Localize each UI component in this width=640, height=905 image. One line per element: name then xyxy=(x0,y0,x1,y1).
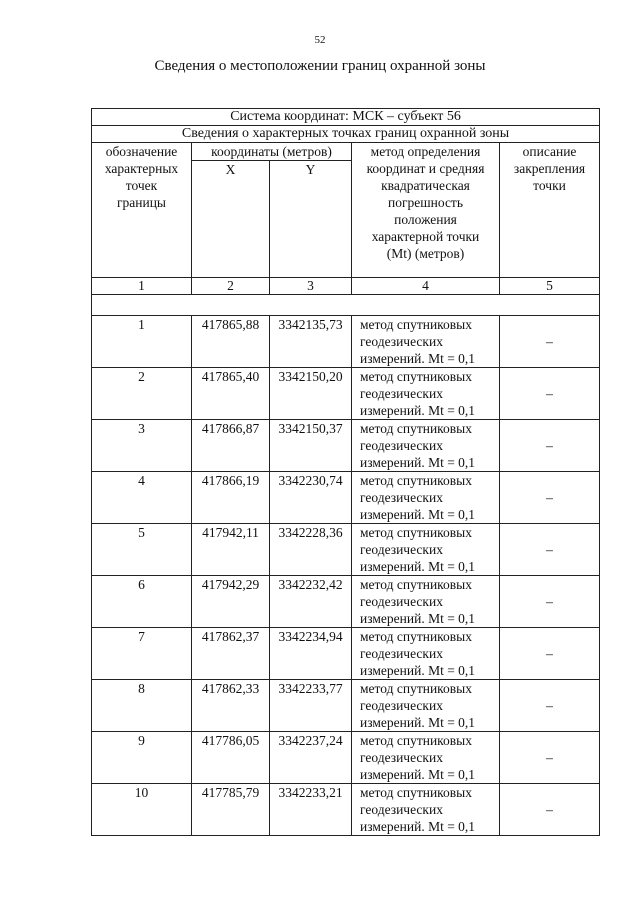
header-coordinates: координаты (метров) xyxy=(192,143,352,161)
description-cell: – xyxy=(500,472,600,524)
description-cell: – xyxy=(500,576,600,628)
table-row xyxy=(92,524,600,576)
coord-y: 3342234,94 xyxy=(270,628,352,680)
coord-system-label: Система координат: МСК – субъект 56 xyxy=(92,109,600,126)
table-row xyxy=(92,576,600,628)
coordinates-table xyxy=(91,108,600,836)
section-title: Сведения о характерных точках границ охранной зоны xyxy=(92,126,600,143)
table-row xyxy=(92,420,600,472)
coord-y: 3342237,24 xyxy=(270,732,352,784)
point-id: 9 xyxy=(92,732,192,784)
coord-y: 3342232,42 xyxy=(270,576,352,628)
coord-x: 417866,19 xyxy=(192,472,270,524)
coord-x: 417785,79 xyxy=(192,784,270,836)
method-cell: метод спутниковых геодезических измерений. Mt = 0,1 xyxy=(352,576,500,628)
coord-x: 417865,88 xyxy=(192,316,270,368)
column-number: 2 xyxy=(192,278,270,295)
spacer-row xyxy=(92,295,600,316)
point-id: 7 xyxy=(92,628,192,680)
coord-y: 3342150,20 xyxy=(270,368,352,420)
coord-y: 3342150,37 xyxy=(270,420,352,472)
point-id: 2 xyxy=(92,368,192,420)
coord-x: 417862,37 xyxy=(192,628,270,680)
header-designation: обозначение характерных точек границы xyxy=(92,143,192,278)
coord-y: 3342228,36 xyxy=(270,524,352,576)
point-id: 6 xyxy=(92,576,192,628)
point-id: 3 xyxy=(92,420,192,472)
spacer-cell xyxy=(92,295,600,316)
method-cell: метод спутниковых геодезических измерений. Mt = 0,1 xyxy=(352,628,500,680)
coord-x: 417786,05 xyxy=(192,732,270,784)
description-cell: – xyxy=(500,316,600,368)
column-number: 5 xyxy=(500,278,600,295)
coord-x: 417866,87 xyxy=(192,420,270,472)
point-id: 1 xyxy=(92,316,192,368)
coord-y: 3342230,74 xyxy=(270,472,352,524)
description-cell: – xyxy=(500,628,600,680)
header-y: Y xyxy=(270,161,352,278)
coord-x: 417942,29 xyxy=(192,576,270,628)
point-id: 4 xyxy=(92,472,192,524)
point-id: 5 xyxy=(92,524,192,576)
coord-x: 417865,40 xyxy=(192,368,270,420)
coord-y: 3342233,21 xyxy=(270,784,352,836)
method-cell: метод спутниковых геодезических измерений. Mt = 0,1 xyxy=(352,420,500,472)
table-row xyxy=(92,732,600,784)
method-cell: метод спутниковых геодезических измерений. Mt = 0,1 xyxy=(352,316,500,368)
method-cell: метод спутниковых геодезических измерений. Mt = 0,1 xyxy=(352,784,500,836)
point-id: 8 xyxy=(92,680,192,732)
description-cell: – xyxy=(500,420,600,472)
page-number: 52 xyxy=(314,34,326,46)
column-numbers-row xyxy=(92,278,600,295)
coord-y: 3342135,73 xyxy=(270,316,352,368)
column-number: 1 xyxy=(92,278,192,295)
table-row xyxy=(92,784,600,836)
description-cell: – xyxy=(500,732,600,784)
description-cell: – xyxy=(500,368,600,420)
description-cell: – xyxy=(500,524,600,576)
point-id: 10 xyxy=(92,784,192,836)
table-row xyxy=(92,472,600,524)
table-row xyxy=(92,368,600,420)
header-description: описание закрепления точки xyxy=(500,143,600,278)
column-number: 3 xyxy=(270,278,352,295)
coord-x: 417942,11 xyxy=(192,524,270,576)
table-row xyxy=(92,680,600,732)
method-cell: метод спутниковых геодезических измерений. Mt = 0,1 xyxy=(352,732,500,784)
method-cell: метод спутниковых геодезических измерений. Mt = 0,1 xyxy=(352,524,500,576)
column-number: 4 xyxy=(352,278,500,295)
coord-y: 3342233,77 xyxy=(270,680,352,732)
method-cell: метод спутниковых геодезических измерений. Mt = 0,1 xyxy=(352,680,500,732)
header-row xyxy=(92,143,600,161)
section-title-row xyxy=(92,126,600,143)
table-row xyxy=(92,628,600,680)
description-cell: – xyxy=(500,784,600,836)
header-x: X xyxy=(192,161,270,278)
method-cell: метод спутниковых геодезических измерений. Mt = 0,1 xyxy=(352,368,500,420)
method-cell: метод спутниковых геодезических измерений. Mt = 0,1 xyxy=(352,472,500,524)
table-row xyxy=(92,316,600,368)
header-method: метод определения координат и средняя квадратическая погрешность положения характерной точки (Mt) (метров) xyxy=(352,143,500,278)
coord-x: 417862,33 xyxy=(192,680,270,732)
coord-system-row xyxy=(92,109,600,126)
description-cell: – xyxy=(500,680,600,732)
document-title: Сведения о местоположении границ охранной зоны xyxy=(154,58,486,74)
